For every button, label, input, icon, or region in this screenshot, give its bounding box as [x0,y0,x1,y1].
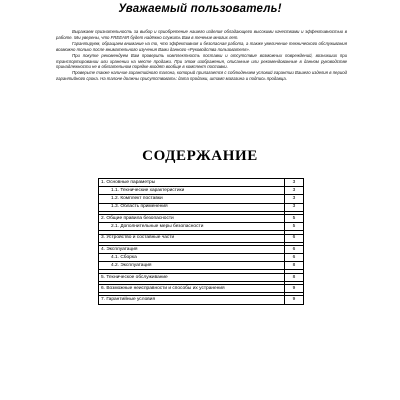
toc-entry-title: 1.1. Технические характеристики [99,187,285,195]
toc-title: СОДЕРЖАНИЕ [142,148,258,164]
table-of-contents [98,178,304,305]
toc-entry-title: 2.1. Дополнительные меры безопасности [99,223,285,231]
toc-entry-page: 8 [285,273,304,281]
toc-entry-page: 5 [285,214,304,222]
toc-row [99,245,304,253]
toc-entry-title: 4. Эксплуатация [99,245,285,253]
toc-entry-title: 1.3. Область применения [99,203,285,211]
toc-row [99,285,304,293]
toc-entry-page: 8 [285,262,304,270]
intro-paragraph: При покупке рекомендуем Вам проверить комплектность поставки и отсутствие возможных повреждений, возникших при транспортировании или хранении на месте продажи. При этом изображения, описанные или рекомендованные в данном руководстве принадлежности не в обязательном порядке входят вообще в комплект поставки. [56,52,347,70]
toc-row [99,296,304,304]
toc-entry-title: 4.2. Эксплуатация [99,262,285,270]
toc-row [99,179,304,187]
toc-entry-title: 1.2. Комплект поставки [99,195,285,203]
toc-entry-title: 3. Устройство и составные части [99,234,285,242]
toc-entry-page: 6 [285,234,304,242]
toc-entry-title: 7. Гарантийные условия [99,296,285,304]
toc-entry-page: 9 [285,285,304,293]
toc-entry-title: 5. Техническое обслуживание [99,273,285,281]
toc-row [99,214,304,222]
toc-entry-title: 4.1. Сборка [99,254,285,262]
toc-entry-title: 1. Основные параметры [99,179,285,187]
toc-entry-page: 9 [285,296,304,304]
toc-row [99,254,304,262]
toc-entry-page: 3 [285,179,304,187]
toc-entry-page: 3 [285,203,304,211]
toc-row [99,273,304,281]
toc-entry-page: 3 [285,187,304,195]
toc-row [99,234,304,242]
toc-row [99,203,304,211]
toc-entry-page: 3 [285,195,304,203]
intro-paragraph: Выражаем признательность за выбор и приобретение нашего изделия обладающего высокими качествами и эффективностью в работе. Мы уверены, что FREEAIR будет надёжно служить Вам в течение многих лет. [56,29,347,40]
greeting-heading: Уважаемый пользователь! [118,3,282,15]
toc-entry-page: 6 [285,254,304,262]
toc-row [99,262,304,270]
toc-row [99,223,304,231]
toc-entry-title: 6. Возможные неисправности и способы их устранения [99,285,285,293]
toc-entry-page: 5 [285,223,304,231]
intro-text [56,29,347,82]
intro-paragraph: Проверьте также наличие гарантийного талона, который прилагается с соблюдением условий гарантии Вашего изделия в период гарантийного срока. На талоне должны присутствовать: дата продажи, штамп магазина и подпись продавца. [56,70,347,82]
toc-entry-page: 6 [285,245,304,253]
toc-row [99,187,304,195]
intro-paragraph: Гарантируем, обращаем внимание на то, что эффективная и безопасная работа, а также увеличение технического обслуживания возможно только после внимательного изучения Вами данного «Руководства пользователя». [56,40,347,52]
toc-entry-title: 2. Общие правила безопасности [99,214,285,222]
toc-row [99,195,304,203]
